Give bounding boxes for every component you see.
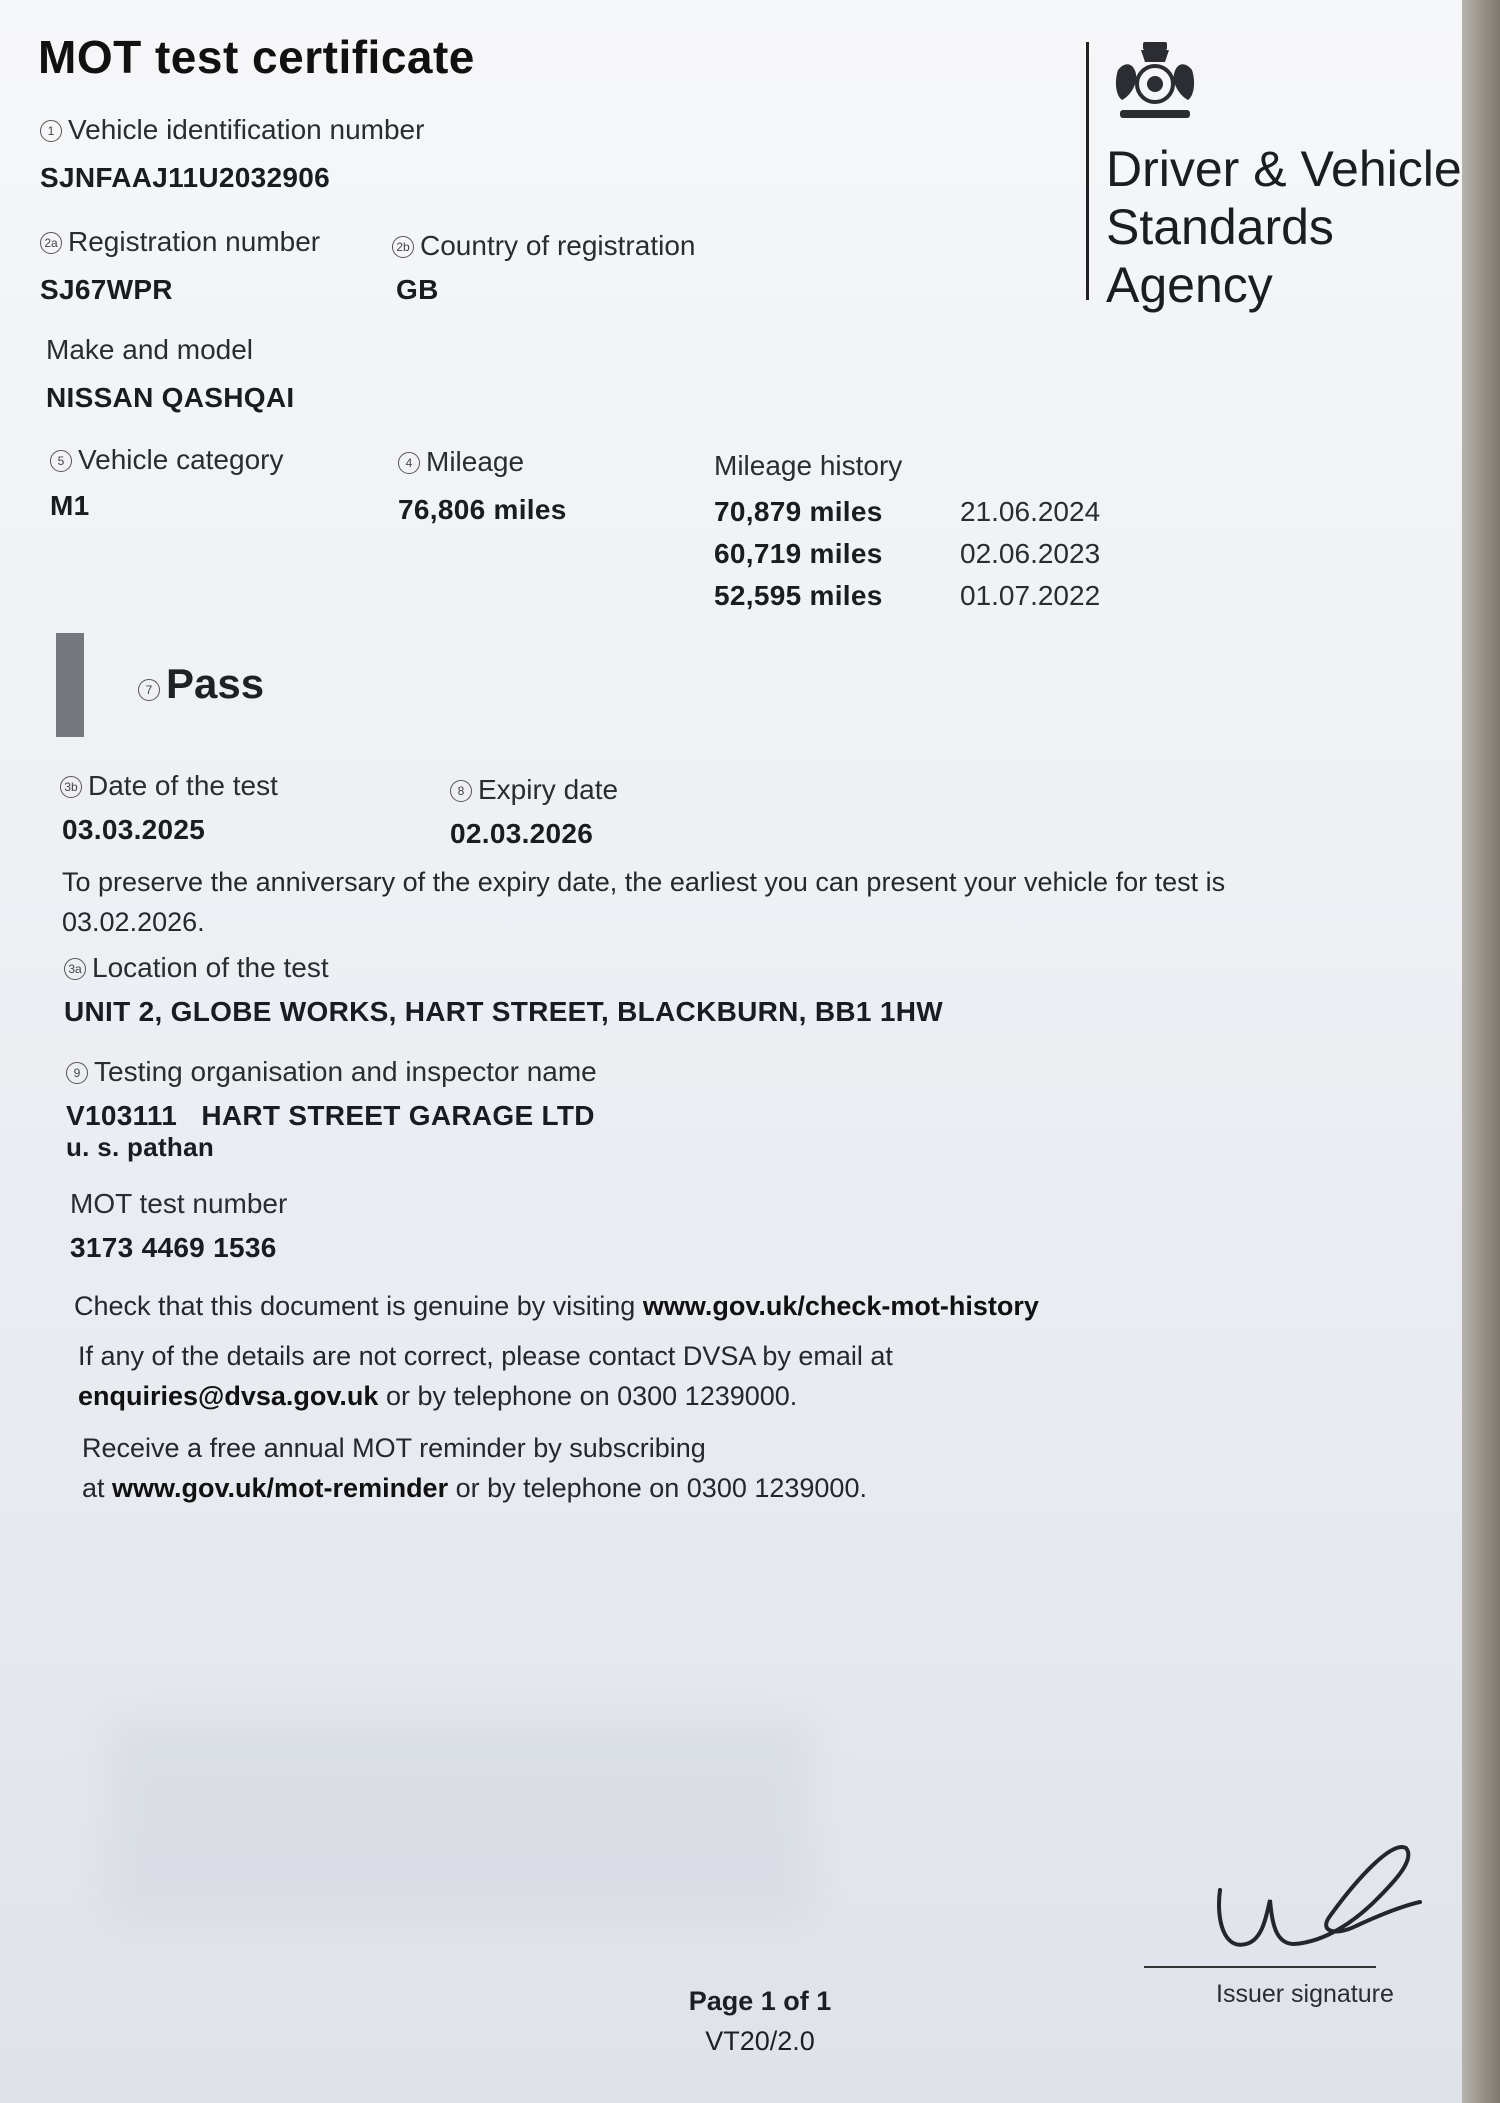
- contact-text: If any of the details are not correct, please contact DVSA by email at enquiries@dvsa.gov.uk or by telephone on 0300 1239000.: [78, 1341, 893, 1411]
- field-number-badge: 4: [398, 452, 420, 474]
- expiry-date-label: 8 Expiry date: [450, 774, 618, 806]
- vin-value: SJNFAAJ11U2032906: [40, 162, 330, 193]
- royal-crest-icon: [1108, 40, 1202, 129]
- signature-label: Issuer signature: [1216, 1980, 1394, 2008]
- organisation-name: HART STREET GARAGE LTD: [201, 1100, 595, 1131]
- location-value: UNIT 2, GLOBE WORKS, HART STREET, BLACKBURN, BB1 1HW: [64, 996, 943, 1027]
- mileage-history-label: Mileage history: [714, 450, 903, 481]
- form-code: VT20/2.0: [705, 2026, 815, 2056]
- history-date-3: 01.07.2022: [960, 580, 1101, 611]
- field-number-badge: 5: [50, 450, 72, 472]
- organisation-value: [66, 1100, 595, 1132]
- field-number-badge: 3a: [64, 958, 86, 980]
- organisation-label: 9 Testing organisation and inspector name: [66, 1056, 597, 1088]
- expiry-date-value: 02.03.2026: [450, 818, 594, 849]
- dvsa-email-link[interactable]: enquiries@dvsa.gov.uk: [78, 1381, 379, 1411]
- vin-label: 1 Vehicle identification number: [40, 114, 424, 146]
- field-number-badge: 8: [450, 780, 472, 802]
- country-value: GB: [396, 274, 439, 305]
- faded-print-area: [110, 1720, 810, 1920]
- history-miles-3: 52,595 miles: [714, 580, 883, 611]
- document-title: MOT test certificate: [38, 31, 475, 83]
- test-result: 7 Pass: [138, 660, 264, 708]
- anniversary-notice: To preserve the anniversary of the expiry date, the earliest you can present your vehicle for test is 03.02.2026.: [62, 867, 1226, 937]
- field-number-badge: 7: [138, 679, 160, 701]
- test-number-value: 3173 4469 1536: [70, 1232, 277, 1263]
- field-number-badge: 2a: [40, 232, 62, 254]
- history-miles-1: 70,879 miles: [714, 496, 883, 527]
- country-label: 2b Country of registration: [392, 230, 695, 262]
- logo-divider: [1086, 42, 1089, 300]
- vehicle-category-value: M1: [50, 490, 90, 521]
- test-number-label: MOT test number: [70, 1188, 288, 1219]
- organisation-id: V103111: [66, 1100, 178, 1131]
- mot-reminder-link[interactable]: www.gov.uk/mot-reminder: [112, 1473, 449, 1503]
- registration-label: 2a Registration number: [40, 226, 320, 258]
- reminder-text: Receive a free annual MOT reminder by subscribing at www.gov.uk/mot-reminder or by telephone on 0300 1239000.: [82, 1433, 867, 1503]
- agency-name: Driver & Vehicle Standards Agency: [1106, 141, 1462, 313]
- issuer-signature-mark: [1206, 1840, 1426, 1965]
- check-genuine-text: Check that this document is genuine by visiting www.gov.uk/check-mot-history: [74, 1291, 1039, 1321]
- inspector-name: u. s. pathan: [66, 1132, 215, 1162]
- field-number-badge: 2b: [392, 236, 414, 258]
- location-label: 3a Location of the test: [64, 952, 329, 984]
- make-model-label: Make and model: [46, 334, 254, 365]
- page-number: Page 1 of 1: [688, 1986, 832, 2016]
- test-date-label: 3b Date of the test: [60, 770, 278, 802]
- result-indicator-bar: [56, 633, 84, 737]
- mileage-label: 4 Mileage: [398, 446, 524, 478]
- mileage-value: 76,806 miles: [398, 494, 567, 525]
- signature-line: [1144, 1966, 1376, 1968]
- vehicle-category-label: 5 Vehicle category: [50, 444, 283, 476]
- check-mot-history-link[interactable]: www.gov.uk/check-mot-history: [642, 1291, 1039, 1321]
- paper-edge-background: [1462, 0, 1500, 2103]
- field-number-badge: 9: [66, 1062, 88, 1084]
- field-number-badge: 1: [40, 120, 62, 142]
- history-date-2: 02.06.2023: [960, 538, 1101, 569]
- test-date-value: 03.03.2025: [62, 814, 206, 845]
- history-date-1: 21.06.2024: [960, 496, 1101, 527]
- registration-value: SJ67WPR: [40, 274, 173, 305]
- history-miles-2: 60,719 miles: [714, 538, 883, 569]
- field-number-badge: 3b: [60, 776, 82, 798]
- make-model-value: NISSAN QASHQAI: [46, 382, 295, 413]
